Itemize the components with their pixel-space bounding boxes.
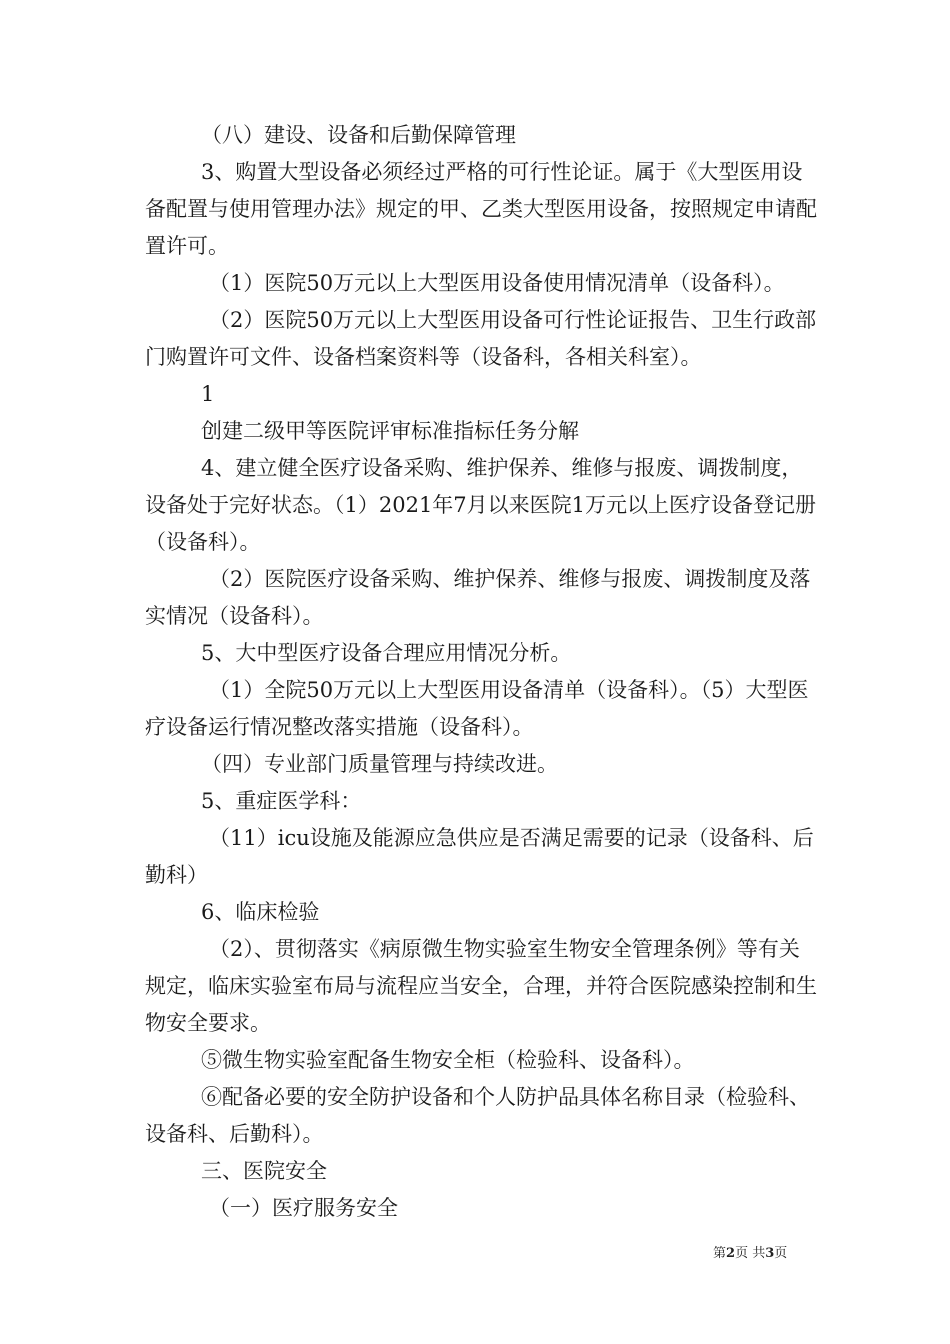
sub-item-biosafety-cabinet: ⑤微生物实验室配备生物安全柜（检验科、设备科）。 [201,1048,695,1072]
footer-suffix: 页 [774,1246,788,1261]
section-heading-hospital-safety: 三、医院安全 [201,1159,327,1183]
item-3-large-equipment: 3、购置大型设备必须经过严格的可行性论证。属于《大型医用设备配置与使用管理办法》规定的甲、乙类大型医用设备，按照规定申请配置许可。 [145,160,817,258]
sub-item-feasibility-report: （2）医院50万元以上大型医用设备可行性论证报告、卫生行政部门购置许可文件、设备档案资料等（设备科，各相关科室）。 [145,308,817,369]
item-6-clinical-lab: 6、临床检验 [201,900,320,924]
footer-current-page: 2 [726,1246,736,1261]
sub-item-protective-equipment: ⑥配备必要的安全防护设备和个人防护品具体名称目录（检验科、设备科、后勤科）。 [145,1085,810,1146]
item-5-equipment-analysis: 5、大中型医疗设备合理应用情况分析。 [201,641,572,665]
section-heading-construction: （八）建设、设备和后勤保障管理 [201,123,516,147]
page-marker: 1 [201,382,215,406]
sub-item-equipment-usage-list: （1）医院50万元以上大型医用设备使用情况清单（设备科）。 [209,271,785,295]
sub-item-equipment-list: （1）全院50万元以上大型医用设备清单（设备科）。（5）大型医疗设备运行情况整改落实措施（设备科）。 [145,678,809,739]
item-4-equipment-management: 4、建立健全医疗设备采购、维护保养、维修与报废、调拨制度，设备处于完好状态。（1）2021年7月以来医院1万元以上医疗设备登记册（设备科）。 [145,456,817,554]
footer-middle: 页 共 [735,1246,766,1261]
page-footer [713,1245,787,1263]
item-5-icu: 5、重症医学科： [201,789,362,813]
document-body [145,117,820,1227]
section-heading-medical-service-safety: （一）医疗服务安全 [209,1196,398,1220]
sub-item-icu-facilities: （11）icu设施及能源应急供应是否满足需要的记录（设备科、后勤科） [145,826,814,887]
sub-item-procurement-system: （2）医院医疗设备采购、维护保养、维修与报废、调拨制度及落实情况（设备科）。 [145,567,811,628]
sub-item-biosafety-regulation: （2）、贯彻落实《病原微生物实验室生物安全管理条例》等有关规定，临床实验室布局与流程应当安全，合理，并符合医院感染控制和生物安全要求。 [145,937,817,1035]
footer-prefix: 第 [713,1246,727,1261]
section-heading-quality: （四）专业部门质量管理与持续改进。 [201,752,558,776]
footer-total-pages: 3 [765,1246,775,1261]
document-subtitle: 创建二级甲等医院评审标准指标任务分解 [201,419,579,443]
